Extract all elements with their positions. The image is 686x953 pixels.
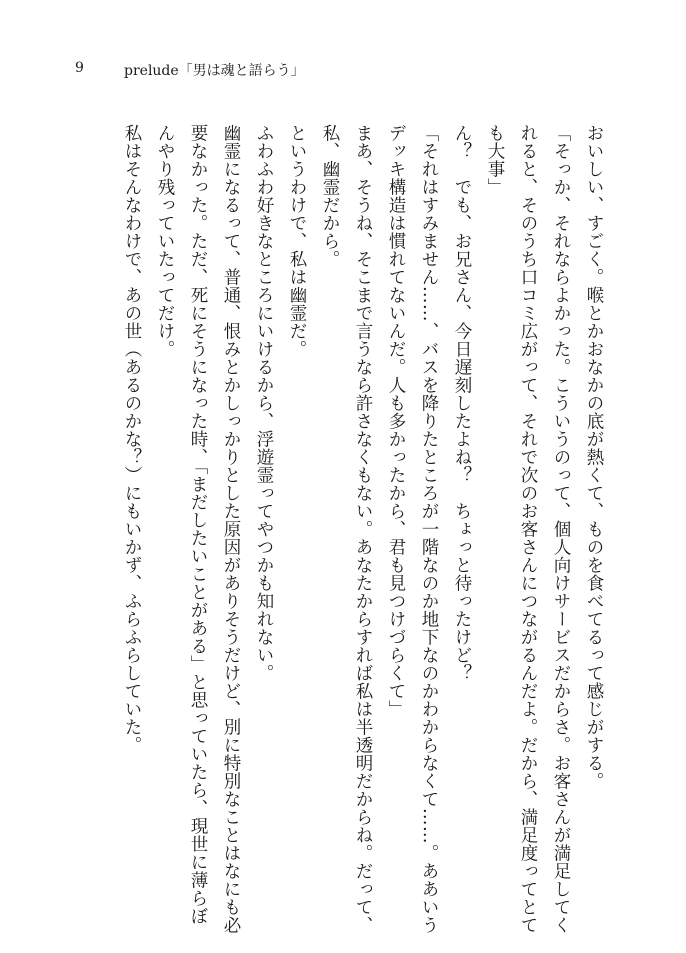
paragraph: ふわふわ好きなところにいけるから、浮遊霊ってやつかも知れない。 (254, 124, 274, 682)
paragraph: 幽霊になるって、普通、恨みとかしっかりとした原因がありそうだけど、別に特別なことはなにも必要なかった。ただ、死にそうになった時、「まだしたいことがある」と思っていたら、現世に薄らぼんやり残っていたってだけ。 (155, 124, 241, 934)
paragraph: おいしい、すごく。喉とかおなかの底が熱くて、ものを食べてるって感じがする。 (584, 124, 604, 790)
running-title: prelude「男は魂と語らう」 (124, 63, 305, 79)
paragraph: まあ、そうね、そこまで言うなら許さなくもない。あなたからすれば私は半透明だからね。だって、私、幽霊だから。 (320, 124, 373, 934)
paragraph: 「それはすみません……、バスを降りたところが一階なのか地下なのかわからなくて……。ああいうデッキ構造は慣れてないんだ。人も多かったから、君も見つけづらくて」 (386, 124, 439, 934)
body-text (80, 124, 610, 934)
paragraph: 私はそんなわけで、あの世（あるのかな？）にもいかず、ふらふらしていた。 (122, 124, 142, 754)
paragraph: というわけで、私は幽霊だ。 (287, 124, 307, 358)
paragraph: ん？ でも、お兄さん、今日遅刻したよね？ ちょっと待ったけど？ (452, 124, 472, 682)
paragraph: 「そっか、それならよかった。こういうのって、個人向けサービスだからさ。お客さんが満足してくれると、そのうち口コミ広がって、それで次のお客さんにつながるんだよ。だから、満足度ってとても大事」 (485, 124, 571, 934)
page-number: 9 (75, 60, 84, 76)
page-header (0, 60, 686, 84)
